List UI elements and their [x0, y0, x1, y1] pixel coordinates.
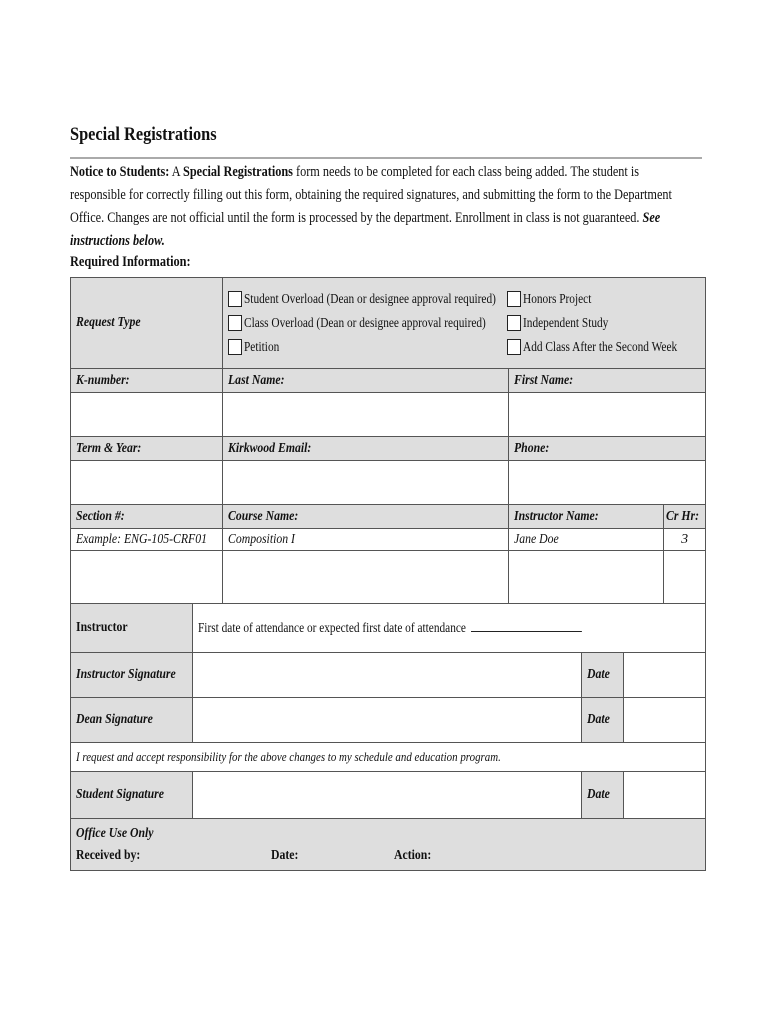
option-class-overload: Class Overload (Dean or designee approval required) — [244, 315, 486, 330]
registration-form-table — [70, 277, 706, 871]
see-instructions: See instructions below. — [70, 210, 661, 249]
phone-field[interactable] — [509, 461, 706, 505]
email-label: Kirkwood Email: — [228, 440, 312, 456]
cr-hr-label: Cr Hr: — [666, 508, 700, 524]
title-divider — [70, 157, 702, 159]
request-type-options — [223, 278, 706, 369]
notice-form-name: Special Registrations — [183, 164, 293, 180]
option-honors-project: Honors Project — [523, 291, 592, 306]
example-instructor-cell — [509, 529, 664, 551]
student-date-label: Date — [587, 787, 610, 802]
student-signature-label-cell — [71, 772, 193, 819]
student-signature-label: Student Signature — [76, 787, 164, 802]
checkbox-add-class-late[interactable] — [507, 339, 521, 355]
course-label: Course Name: — [228, 508, 299, 524]
term-year-field[interactable] — [71, 461, 223, 505]
section-field[interactable] — [71, 551, 223, 604]
attendance-cell — [193, 604, 706, 653]
instructor-label: Instructor — [76, 620, 128, 635]
dean-signature-label: Dean Signature — [76, 712, 153, 727]
section-label: Section #: — [76, 508, 125, 524]
notice-lead: Notice to Students: — [70, 164, 170, 180]
received-by-label: Received by: — [76, 847, 141, 863]
instructor-name-label-cell — [509, 505, 664, 529]
example-cr-cell — [664, 529, 706, 551]
instructor-date-label: Date — [587, 667, 610, 682]
section-label-cell — [71, 505, 223, 529]
checkbox-independent-study[interactable] — [507, 315, 521, 331]
first-name-field[interactable] — [509, 393, 706, 437]
last-name-field[interactable] — [223, 393, 509, 437]
instructor-date-label-cell — [582, 653, 624, 698]
notice-paragraph — [70, 161, 695, 253]
example-section: Example: ENG-105-CRF01 — [76, 531, 207, 547]
term-year-label-cell — [71, 437, 223, 461]
office-use-heading: Office Use Only — [76, 825, 154, 841]
page-title: Special Registrations — [70, 124, 217, 145]
instructor-name-label: Instructor Name: — [514, 508, 599, 524]
notice-text-a: A — [169, 164, 184, 180]
k-number-label: K-number: — [76, 372, 130, 388]
instructor-label-cell — [71, 604, 193, 653]
instructor-signature-label-cell — [71, 653, 193, 698]
first-name-label-cell — [509, 369, 706, 393]
option-student-overload: Student Overload (Dean or designee approval required) — [244, 291, 496, 306]
email-label-cell — [223, 437, 509, 461]
cr-hr-field[interactable] — [664, 551, 706, 604]
request-type-label: Request Type — [76, 315, 141, 330]
attendance-date-blank[interactable] — [471, 620, 582, 632]
acceptance-statement: I request and accept responsibility for the above changes to my schedule and education program. — [76, 748, 501, 764]
option-independent-study: Independent Study — [523, 315, 609, 330]
checkbox-class-overload[interactable] — [228, 315, 242, 331]
phone-label-cell — [509, 437, 706, 461]
student-date-field[interactable] — [624, 772, 706, 819]
last-name-label-cell — [223, 369, 509, 393]
course-name-field[interactable] — [223, 551, 509, 604]
phone-label: Phone: — [514, 440, 550, 456]
option-add-class-late: Add Class After the Second Week — [523, 339, 678, 354]
example-course: Composition I — [228, 531, 296, 547]
checkbox-petition[interactable] — [228, 339, 242, 355]
student-date-label-cell — [582, 772, 624, 819]
example-section-cell — [71, 529, 223, 551]
instructor-signature-label: Instructor Signature — [76, 667, 176, 682]
request-type-label-cell — [71, 278, 223, 369]
student-signature-field[interactable] — [193, 772, 582, 819]
office-date-label: Date: — [271, 847, 299, 863]
course-label-cell — [223, 505, 509, 529]
dean-date-label: Date — [587, 712, 610, 727]
dean-date-label-cell — [582, 698, 624, 743]
k-number-label-cell — [71, 369, 223, 393]
cr-hr-label-cell — [664, 505, 706, 529]
instructor-signature-field[interactable] — [193, 653, 582, 698]
term-year-label: Term & Year: — [76, 440, 142, 456]
required-info-label: Required Information: — [70, 254, 191, 270]
option-petition: Petition — [244, 339, 280, 354]
dean-signature-field[interactable] — [193, 698, 582, 743]
action-label: Action: — [394, 847, 432, 863]
email-field[interactable] — [223, 461, 509, 505]
checkbox-honors-project[interactable] — [507, 291, 521, 307]
k-number-field[interactable] — [71, 393, 223, 437]
attendance-text: First date of attendance or expected first date of attendance — [198, 620, 582, 636]
instructor-name-field[interactable] — [509, 551, 664, 604]
example-course-cell — [223, 529, 509, 551]
acceptance-cell — [71, 743, 706, 772]
first-name-label: First Name: — [514, 372, 574, 388]
dean-date-field[interactable] — [624, 698, 706, 743]
last-name-label: Last Name: — [228, 372, 285, 388]
notice-text-b: form needs to be completed for each class being added. The student is responsible for correctly filling out this form, obtaining the required signatures, and submitting the form to the Department Office. Changes are not official until the form is processed by the department. Enrollment in class is not guaranteed. — [70, 164, 672, 226]
dean-signature-label-cell — [71, 698, 193, 743]
example-instructor: Jane Doe — [514, 531, 559, 547]
checkbox-student-overload[interactable] — [228, 291, 242, 307]
instructor-date-field[interactable] — [624, 653, 706, 698]
example-cr-hr: 3 — [681, 531, 689, 547]
office-use-cell — [71, 819, 706, 871]
